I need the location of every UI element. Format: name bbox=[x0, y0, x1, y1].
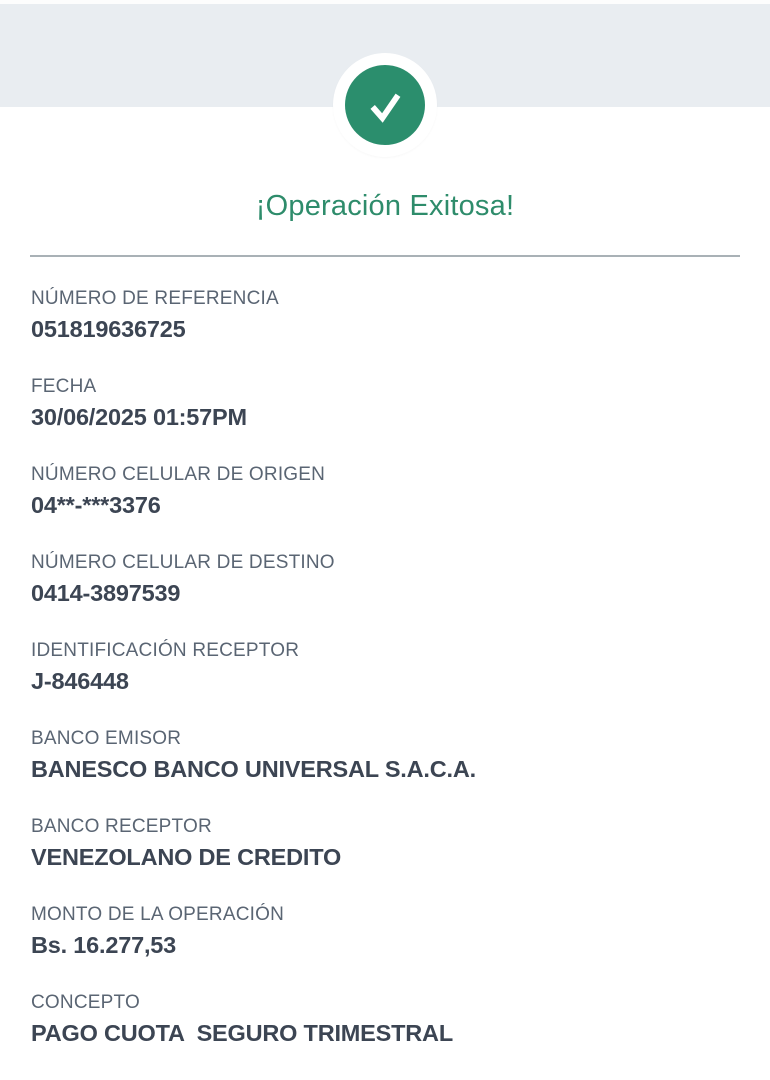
field-label: IDENTIFICACIÓN RECEPTOR bbox=[31, 640, 300, 661]
field-row bbox=[31, 463, 740, 520]
field-label: NÚMERO CELULAR DE ORIGEN bbox=[31, 464, 326, 485]
field-row bbox=[31, 727, 740, 784]
field-label: NÚMERO CELULAR DE DESTINO bbox=[31, 552, 335, 573]
field-value: 30/06/2025 01:57PM bbox=[31, 404, 247, 430]
field-row bbox=[31, 551, 740, 608]
success-check-badge bbox=[333, 53, 437, 157]
field-value: 04**-***3376 bbox=[31, 492, 161, 518]
field-value: PAGO CUOTA SEGURO TRIMESTRAL bbox=[31, 1020, 453, 1046]
field-label: CONCEPTO bbox=[31, 992, 140, 1013]
field-row bbox=[31, 815, 740, 872]
field-row bbox=[31, 903, 740, 960]
field-label: BANCO RECEPTOR bbox=[31, 816, 212, 837]
field-value: 0414-3897539 bbox=[31, 580, 181, 606]
fields-list bbox=[31, 287, 740, 1079]
field-value: 051819636725 bbox=[31, 316, 186, 342]
check-circle-icon bbox=[345, 65, 425, 145]
field-row bbox=[31, 991, 740, 1048]
field-value: Bs. 16.277,53 bbox=[31, 932, 177, 958]
field-row bbox=[31, 375, 740, 432]
field-row bbox=[31, 287, 740, 344]
field-label: NÚMERO DE REFERENCIA bbox=[31, 288, 279, 309]
page-title: ¡Operación Exitosa! bbox=[255, 190, 515, 222]
field-label: MONTO DE LA OPERACIÓN bbox=[31, 904, 285, 925]
field-label: BANCO EMISOR bbox=[31, 728, 182, 749]
field-row bbox=[31, 639, 740, 696]
field-label: FECHA bbox=[31, 376, 97, 397]
field-value: J-846448 bbox=[31, 668, 129, 694]
divider bbox=[30, 255, 740, 257]
field-value: VENEZOLANO DE CREDITO bbox=[31, 844, 342, 870]
field-value: BANESCO BANCO UNIVERSAL S.A.C.A. bbox=[31, 756, 476, 782]
